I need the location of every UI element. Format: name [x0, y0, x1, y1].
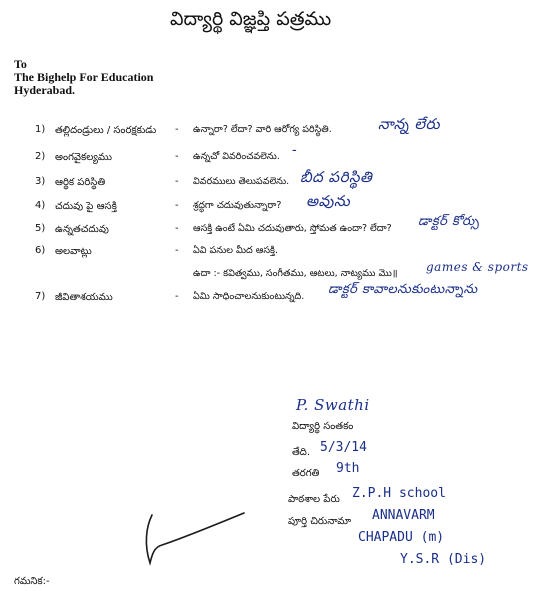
row-number: 1): [35, 124, 46, 135]
row-number: 4): [35, 200, 46, 211]
row-label: అంగవైకల్యము: [55, 152, 112, 163]
row-number: 7): [35, 291, 46, 302]
row-dash: -: [175, 291, 179, 302]
date-value: 5/3/14: [320, 440, 367, 455]
row-dash: -: [175, 223, 179, 234]
address-line: CHAPADU (m): [358, 530, 445, 545]
row-number: 6): [35, 245, 46, 256]
handwritten-answer: -: [292, 142, 298, 158]
handwritten-answer: నాన్న లేరు: [378, 115, 441, 133]
handwritten-answer: అవును: [306, 192, 351, 210]
row-question: ఆసక్తి ఉంటే ఏమి చదువుతారు, స్తోమత ఉందా? లేదా?: [193, 223, 392, 234]
address-line: Hyderabad.: [14, 83, 76, 97]
student-name: P. Swathi: [296, 396, 370, 414]
row-question: వివరములు తెలుపవలెను.: [193, 176, 290, 187]
school-label: పాఠశాల పేరు: [288, 494, 340, 505]
address-label: పూర్తి చిరునామా: [288, 516, 352, 527]
address-line: Y.S.R (Dis): [400, 552, 487, 567]
school-value: Z.P.H school: [352, 486, 446, 501]
remarks-label: గమనిక:-: [14, 576, 50, 587]
row-question: ఏమి సాధించాలనుకుంటున్నది.: [193, 291, 305, 302]
handwritten-answer: డాక్టర్ కావాలనుకుంటున్నాను: [328, 282, 478, 297]
row-label: ఆర్థిక పరిస్థితి: [55, 177, 106, 188]
address-line: The Bighelp For Education: [14, 70, 154, 84]
handwritten-answer: డాక్టర్ కోర్సు: [418, 214, 480, 229]
row-label: అలవాట్లు: [55, 246, 92, 257]
row-dash: -: [175, 176, 179, 187]
address-line: To: [14, 57, 27, 71]
handwritten-answer: బీద పరిస్థితి: [300, 168, 373, 186]
row-number: 5): [35, 223, 46, 234]
row-label: ఉన్నతచదువు: [55, 224, 109, 235]
row-dash: -: [175, 200, 179, 211]
row-dash: -: [175, 151, 179, 162]
row-label: చదువు పై ఆసక్తి: [55, 201, 117, 212]
row-question: ఉన్నారా? లేదా? వారి ఆరోగ్య పరిస్థితి.: [193, 124, 332, 135]
row-dash: -: [175, 124, 179, 135]
date-label: తేది.: [292, 447, 311, 458]
class-label: తరగతి: [292, 468, 320, 479]
row-question: ఏవి పనుల మీద ఆసక్తి.: [193, 245, 279, 256]
class-value: 9th: [336, 461, 360, 476]
address-line: ANNAVARM: [372, 508, 435, 523]
row-question: శ్రద్ధగా చదువుతున్నారా?: [193, 200, 282, 211]
row-label: జీవితాశయము: [55, 292, 113, 303]
row-question: ఉదా :- కవిత్వము, సంగీతము, ఆటలు, నాట్యము మొ॥: [193, 268, 398, 279]
row-dash: -: [175, 245, 179, 256]
row-number: 3): [35, 176, 46, 187]
row-label: తల్లిదండ్రులు / సంరక్షకుడు: [55, 125, 157, 136]
row-question: ఉన్నచో వివరించవలెను.: [193, 151, 280, 162]
handwritten-answer: games & sports: [426, 260, 529, 274]
row-number: 2): [35, 151, 46, 162]
student-signature-label: విద్యార్థి సంతకం: [292, 421, 354, 432]
signature-scribble: [140, 505, 250, 570]
form-title: విద్యార్థి విజ్ఞప్తి పత్రము: [170, 8, 332, 30]
